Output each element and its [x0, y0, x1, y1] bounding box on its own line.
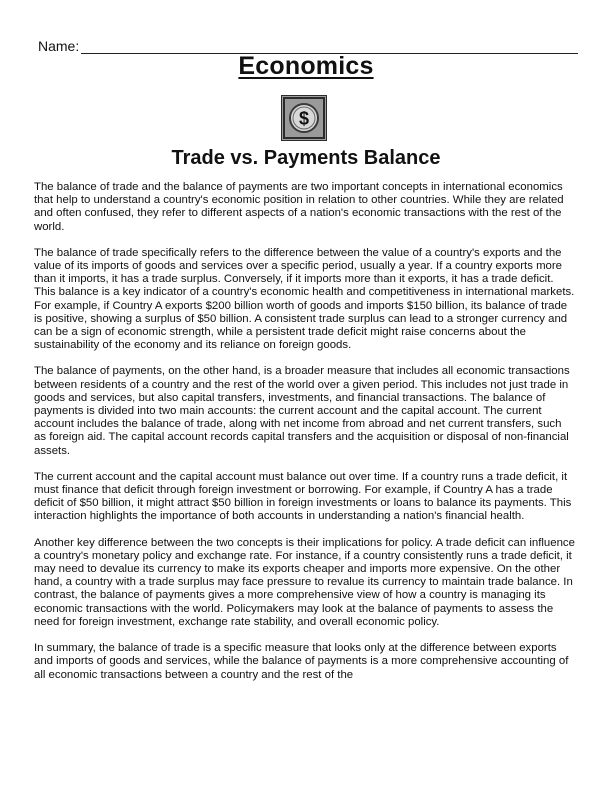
dollar-coin-icon — [281, 95, 327, 141]
paragraph: The balance of trade and the balance of payments are two important concepts in international economics that help to understand a country's economic position in relation to other countries. While they are related and often confused, they refer to different aspects of a nation's economic transactions with the rest of the world. — [34, 181, 564, 233]
dollar-sign: $ — [298, 108, 310, 129]
page-title: Trade vs. Payments Balance — [171, 147, 441, 169]
subject-heading: Economics — [238, 52, 374, 80]
paragraph: Another key difference between the two concepts is their implications for policy. A trade deficit can influence a country's monetary policy and exchange rate. For instance, if a country consistently runs a trade deficit, it may need to devalue its currency to make its exports cheaper and imports more expensive. On the other hand, a country with a trade surplus may face pressure to revalue its currency to maintain trade balance. In contrast, the balance of payments gives a more comprehensive view of how a country is managing its economic transactions with the world. Policymakers may look at the balance of payments to assess the need for foreign investment, exchange rate stability, and overall economic policy. — [34, 536, 575, 628]
paragraph: In summary, the balance of trade is a specific measure that looks only at the difference between exports and imports of goods and services, while the balance of payments is a more comprehensive accounting of all economic transactions between a country and the rest of the — [34, 642, 569, 681]
name-row — [38, 34, 578, 54]
article-body — [34, 181, 576, 695]
paragraph: The balance of trade specifically refers to the difference between the value of a country's exports and the value of its imports of goods and services over a specific period, usually a year. If a country exports more than it imports, it has a trade surplus. Conversely, if it imports more than it exports, it has a trade deficit. This balance is a key indicator of a country's economic health and competitiveness in international markets. For example, if Country A exports $200 billion worth of goods and imports $150 billion, its balance of trade is positive, showing a surplus of $50 billion. A consistent trade surplus can lead to a stronger currency and can be a sign of economic strength, while a persistent trade deficit might raise concerns about the sustainability of the economy and its reliance on foreign goods. — [34, 246, 575, 352]
paragraph: The balance of payments, on the other hand, is a broader measure that includes all economic transactions between residents of a country and the rest of the world over a given period. This includes not just trade in goods and services, but also capital transfers, investments, and financial transactions. The balance of payments is divided into two main accounts: the current account and the capital account. The current account includes the balance of trade, along with net income from abroad and net current transfers, such as foreign aid. The capital account records capital transfers and the acquisition or disposal of non-financial assets. — [34, 365, 570, 457]
paragraph: The current account and the capital account must balance out over time. If a country runs a trade deficit, it must finance that deficit through foreign investment or borrowing. For example, if Country A has a trade deficit of $50 billion, it might attract $50 billion in foreign investments or loans to balance its payments. This interaction highlights the importance of both accounts in understanding a nation's financial health. — [34, 470, 572, 523]
name-label: Name: — [38, 38, 80, 54]
